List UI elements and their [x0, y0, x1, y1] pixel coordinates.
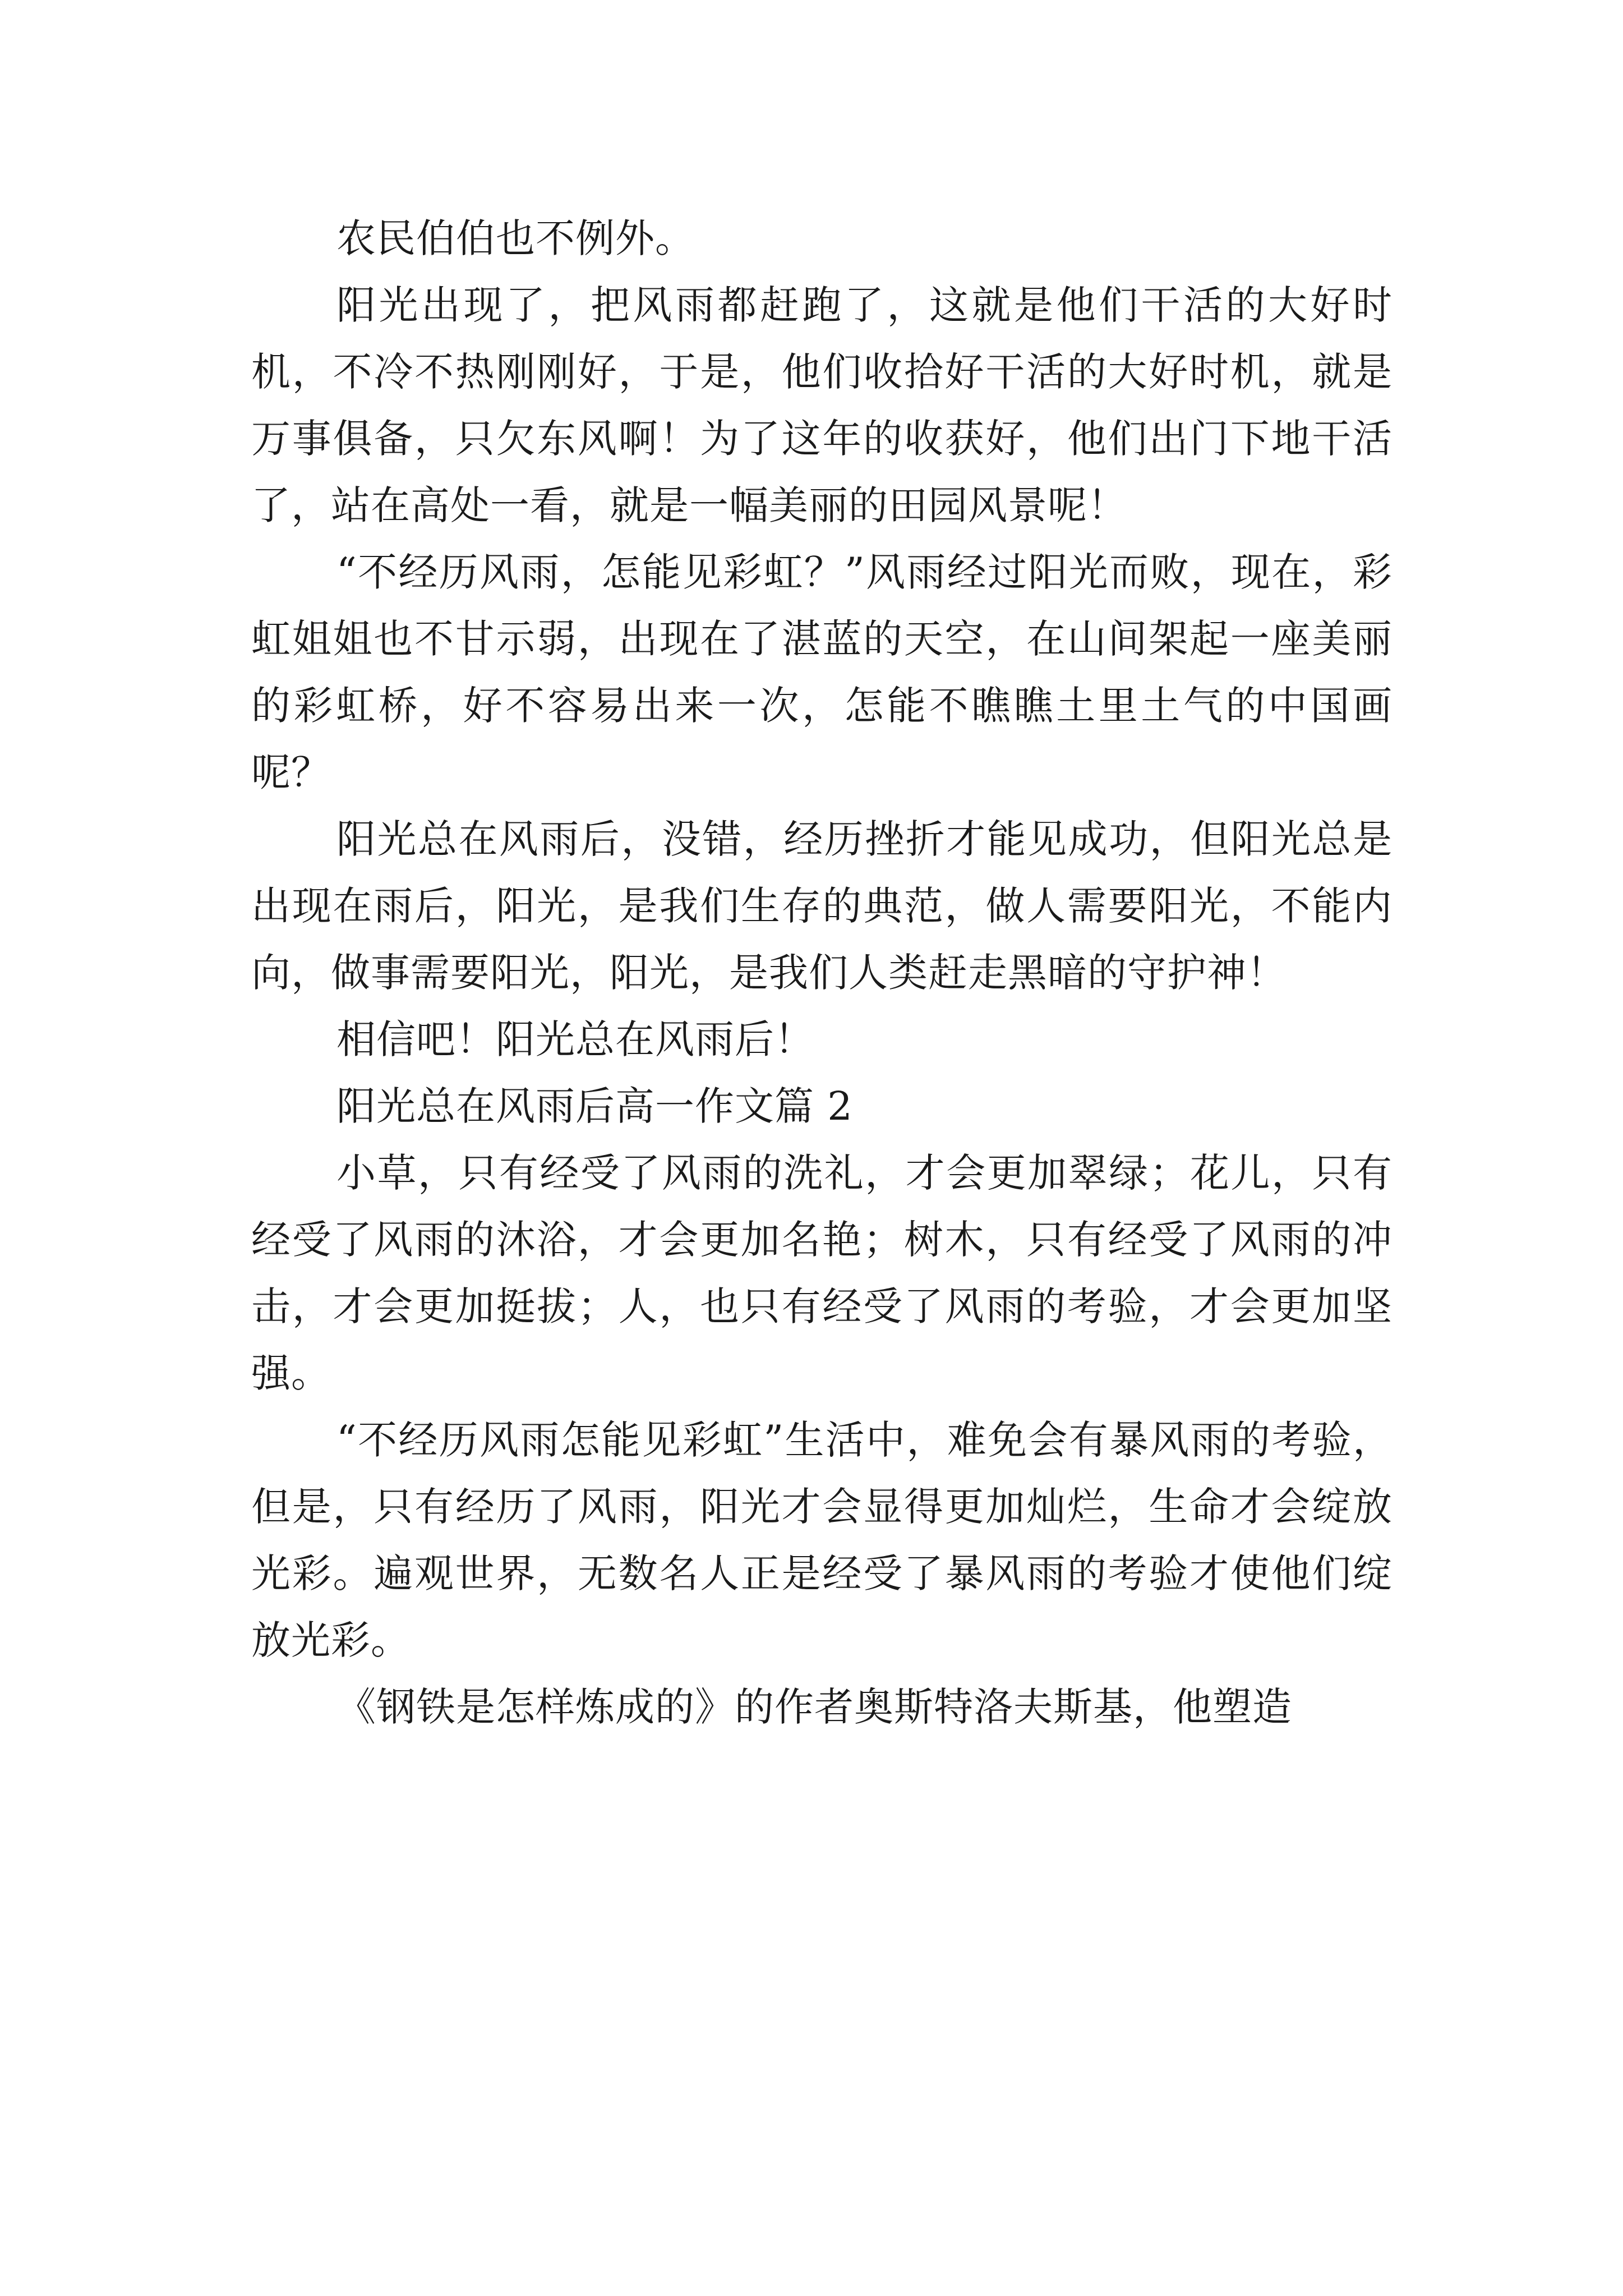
paragraph: 农民伯伯也不例外。 [336, 215, 695, 261]
paragraph: 相信吧！阳光总在风雨后！ [336, 1016, 814, 1062]
paragraph: 阳光出现了，把风雨都赶跑了，这就是他们干活的大好时机，不冷不热刚刚好，于是，他们收拾好干活的大好时机，就是万事俱备，只欠东风啊！为了这年的收获好，他们出门下地干活了，站在高处一看，就是一幅美丽的田园风景呢！ [251, 282, 1393, 528]
paragraph: 阳光总在风雨后，没错，经历挫折才能见成功，但阳光总是出现在雨后，阳光，是我们生存的典范，做人需要阳光，不能内向，做事需要阳光，阳光，是我们人类赶走黑暗的守护神！ [251, 816, 1393, 996]
paragraph: “不经历风雨，怎能见彩虹？”风雨经过阳光而败，现在，彩虹姐姐也不甘示弱，出现在了湛蓝的天空，在山间架起一座美丽的彩虹桥，好不容易出来一次，怎能不瞧瞧土里土气的中国画呢？ [251, 549, 1393, 795]
section-heading: 阳光总在风雨后高一作文篇 2 [336, 1083, 853, 1129]
paragraph: 小草，只有经受了风雨的洗礼，才会更加翠绿；花儿，只有经受了风雨的沐浴，才会更加名艳；树木，只有经受了风雨的冲击，才会更加挺拔；人，也只有经受了风雨的考验，才会更加坚强。 [251, 1150, 1393, 1396]
paragraph: “不经历风雨怎能见彩虹”生活中，难免会有暴风雨的考验，但是，只有经历了风雨，阳光才会显得更加灿烂，生命才会绽放光彩。遍观世界，无数名人正是经受了暴风雨的考验才使他们绽放光彩。 [251, 1417, 1393, 1663]
document-body [251, 205, 1393, 1741]
paragraph: 《钢铁是怎样炼成的》的作者奥斯特洛夫斯基，他塑造 [336, 1684, 1292, 1730]
